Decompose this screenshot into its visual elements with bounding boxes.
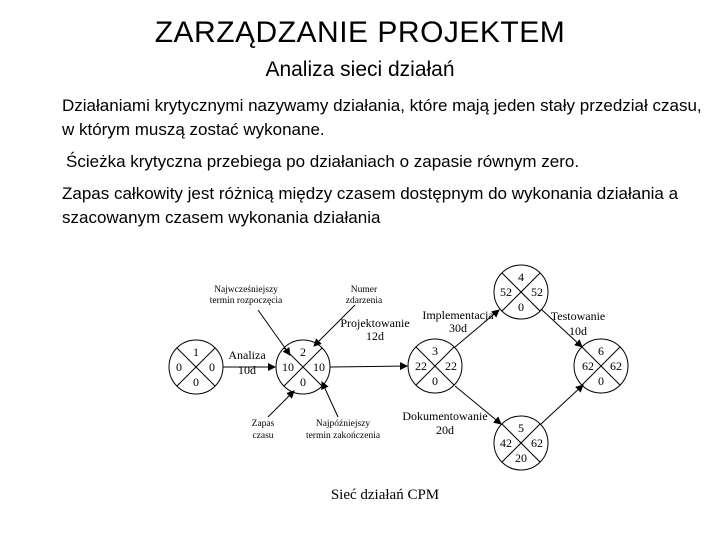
diagram-caption: Sieć działań CPM <box>330 487 440 503</box>
node-2-latest: 10 <box>313 360 325 374</box>
slide-title: ZARZĄDZANIE PROJEKTEM <box>154 16 566 49</box>
node-2-earliest: 10 <box>282 360 294 374</box>
node-4-slack: 0 <box>518 300 524 314</box>
legend-earliest-line1: Najwcześniejszy <box>214 285 278 295</box>
activity-projektowanie-duration: 12d <box>366 329 384 343</box>
node-6 <box>574 339 628 393</box>
node-5-event: 5 <box>518 421 524 435</box>
node-3-earliest: 22 <box>415 359 427 373</box>
slide-subtitle: Analiza sieci działań <box>265 58 455 81</box>
node-5-latest: 62 <box>531 436 543 450</box>
node-5-earliest: 42 <box>500 436 512 450</box>
node-1-earliest: 0 <box>176 360 182 374</box>
paragraph-critical-path: Ścieżka krytyczna przebiega po działaniach o zapasie równym zero. <box>66 152 580 171</box>
activity-testowanie-name: Testowanie <box>550 309 606 323</box>
legend-earliest-start <box>210 285 290 355</box>
node-3-event: 3 <box>432 344 438 358</box>
activity-analiza-name: Analiza <box>228 348 266 362</box>
node-6-event: 6 <box>598 344 604 358</box>
node-1 <box>169 340 223 394</box>
node-2-slack: 0 <box>300 375 306 389</box>
node-2 <box>276 340 330 394</box>
node-4-earliest: 52 <box>500 285 512 299</box>
node-6-latest: 62 <box>610 359 622 373</box>
edge-5-6 <box>541 385 583 424</box>
node-3-slack: 0 <box>432 374 438 388</box>
legend-slack-line2: czasu <box>252 431 274 441</box>
activity-projektowanie-name: Projektowanie <box>340 316 410 330</box>
paragraph-critical-activities: Działaniami krytycznymi nazywamy działania, które mają jeden stały przedział czasu, w którym muszą zostać wykonane. <box>62 96 702 139</box>
node-6-earliest: 62 <box>582 359 594 373</box>
node-4 <box>494 265 548 319</box>
paragraph-total-slack: Zapas całkowity jest różnicą między czasem dostępnym do wykonania działania a szacowanym czasem wykonania działania <box>62 184 679 227</box>
node-5-slack: 20 <box>515 451 527 465</box>
node-1-slack: 0 <box>193 375 199 389</box>
node-4-latest: 52 <box>531 285 543 299</box>
node-3 <box>408 339 462 393</box>
legend-slack-line1: Zapas <box>251 419 275 429</box>
legend-event-line2: zdarzenia <box>345 296 383 306</box>
node-4-event: 4 <box>518 270 524 284</box>
activity-dokumentowanie-duration: 20d <box>436 423 454 437</box>
node-2-event: 2 <box>300 345 306 359</box>
node-5 <box>494 416 548 470</box>
legend-latest-line1: Najpóźniejszy <box>315 419 371 429</box>
edge-projektowanie <box>330 366 407 367</box>
activity-implementacja-duration: 30d <box>449 321 467 335</box>
node-3-latest: 22 <box>445 359 457 373</box>
legend-event-line1: Numer <box>350 285 378 295</box>
activity-implementacja-name: Implementacja <box>422 308 494 322</box>
activity-analiza-duration: 10d <box>238 363 256 377</box>
node-1-latest: 0 <box>209 360 215 374</box>
legend-earliest-line2: termin rozpoczęcia <box>209 296 283 306</box>
activity-dokumentowanie-name: Dokumentowanie <box>402 409 488 423</box>
legend-latest-finish <box>306 382 381 441</box>
legend-latest-line2: termin zakończenia <box>305 431 381 441</box>
legend-slack <box>252 391 294 441</box>
activity-testowanie-duration: 10d <box>569 324 587 338</box>
node-6-slack: 0 <box>598 374 604 388</box>
node-1-event: 1 <box>193 345 199 359</box>
